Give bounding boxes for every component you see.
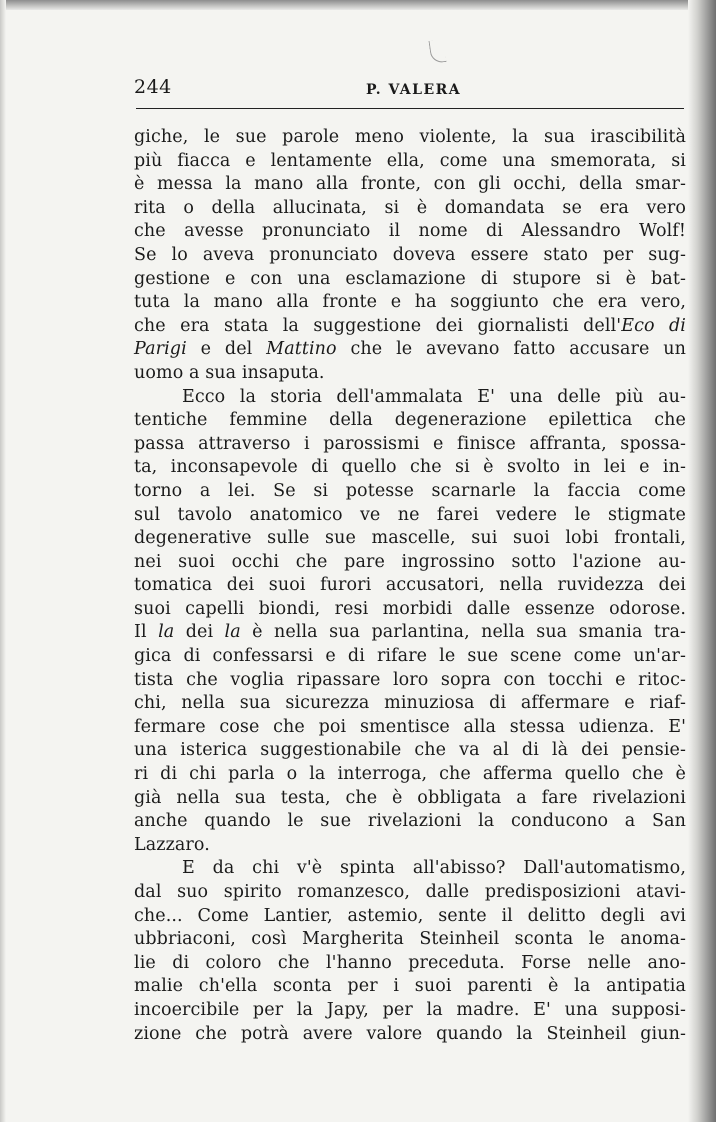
- text-segment: torno a lei. Se si potesse scarnarle la faccia come: [134, 480, 686, 501]
- text-segment: rita o della allucinata, si è domandata se era vero: [134, 197, 686, 218]
- text-segment: gica di confessarsi e di rifare le sue scene come un'ar-: [134, 646, 686, 667]
- text-segment: è messa la mano alla fronte, con gli occhi, della smar-: [134, 174, 686, 195]
- text-segment: suoi capelli biondi, resi morbidi dalle essenze odorose.: [134, 598, 686, 619]
- text-segment: tentiche femmine della degenerazione epilettica che: [134, 410, 686, 431]
- italic-text: Parigi: [134, 339, 187, 360]
- scan-left-edge: [0, 0, 6, 1122]
- text-segment: che le avevano fatto accusare un: [336, 339, 686, 360]
- italic-text: Eco di: [621, 315, 686, 336]
- text-line: [134, 810, 686, 834]
- text-line: [134, 999, 686, 1023]
- text-segment: che avesse pronunciato il nome di Alessandro Wolf!: [134, 221, 686, 242]
- text-line: [134, 574, 686, 598]
- text-segment: sul tavolo anatomico ve ne farei vedere le stigmate: [134, 504, 686, 525]
- text-line: [134, 857, 686, 881]
- text-line: [134, 905, 686, 929]
- text-line: [134, 480, 686, 504]
- text-line: [134, 291, 686, 315]
- scan-right-shadow: [688, 0, 716, 1122]
- text-segment: tista che voglia ripassare loro sopra con tocchi e ritoc-: [134, 669, 686, 690]
- text-segment: giche, le sue parole meno violente, la sua irascibilità: [134, 127, 686, 147]
- text-segment: dal suo spirito romanzesco, dalle predisposizioni atavi-: [134, 882, 686, 902]
- text-segment: incoercibile per la Japy, per la madre. E' una supposi-: [134, 999, 686, 1020]
- text-line: [134, 881, 686, 905]
- text-line: [134, 551, 686, 575]
- text-line: [134, 669, 686, 693]
- text-line: [134, 362, 686, 386]
- text-segment: tomatica dei suoi furori accusatori, nella ruvidezza dei: [134, 575, 686, 596]
- text-line: [134, 409, 686, 433]
- text-segment: è nella sua parlantina, nella sua smania tra-: [240, 622, 687, 643]
- pencil-mark: [428, 39, 446, 64]
- text-segment: ri di chi parla o la interroga, che afferma quello che è: [134, 764, 686, 785]
- text-segment: degenerative sulle sue mascelle, sui suoi lobi frontali,: [134, 528, 686, 549]
- text-line: [134, 220, 686, 244]
- text-line: [134, 338, 686, 362]
- text-segment: chi, nella sua sicurezza minuziosa di affermare e riaf-: [134, 693, 686, 714]
- text-line: [134, 315, 686, 339]
- text-line: [134, 150, 686, 174]
- text-line: [134, 645, 686, 669]
- text-segment: anche quando le sue rivelazioni la conducono a San: [134, 811, 686, 832]
- text-line: [134, 787, 686, 811]
- running-head: P. VALERA: [366, 82, 462, 98]
- text-segment: che era stata la suggestione dei giornalisti dell': [134, 315, 622, 336]
- text-segment: Lazzaro.: [134, 834, 210, 855]
- scan-top-shadow: [0, 0, 716, 10]
- text-line: [134, 834, 686, 858]
- text-line: [134, 975, 686, 999]
- text-segment: passa attraverso i parossismi e finisce affranta, spossa-: [134, 433, 686, 454]
- text-segment: tuta la mano alla fronte e ha soggiunto che era vero,: [134, 292, 686, 313]
- text-segment: Ecco la storia dell'ammalata E' una delle più au-: [182, 386, 686, 407]
- text-line: [134, 621, 686, 645]
- text-line: [134, 126, 686, 150]
- page-header: [134, 72, 684, 102]
- text-segment: gestione e con una esclamazione di stupore si è bat-: [134, 268, 686, 289]
- text-line: [134, 716, 686, 740]
- text-segment: più fiacca e lentamente ella, come una smemorata, si: [134, 150, 686, 171]
- text-line: [134, 692, 686, 716]
- text-line: [134, 197, 686, 221]
- text-segment: che... Come Lantier, astemio, sente il delitto degli avi: [134, 905, 686, 926]
- text-segment: ta, inconsapevole di quello che si è svolto in lei e in-: [134, 457, 686, 478]
- text-line: [134, 1023, 686, 1047]
- italic-text: la: [158, 622, 175, 643]
- text-segment: dei: [174, 622, 225, 643]
- italic-text: Mattino: [266, 339, 337, 360]
- text-line: [134, 268, 686, 292]
- text-line: [134, 952, 686, 976]
- text-segment: uomo a sua insaputa.: [134, 362, 325, 383]
- text-segment: Se lo aveva pronunciato doveva essere stato per sug-: [134, 244, 686, 265]
- text-segment: una isterica suggestionabile che va al di là dei pensie-: [134, 740, 686, 761]
- text-segment: già nella sua testa, che è obbligata a fare rivelazioni: [134, 787, 686, 808]
- text-line: [134, 739, 686, 763]
- text-line: [134, 244, 686, 268]
- text-line: [134, 504, 686, 528]
- text-line: [134, 386, 686, 410]
- text-segment: lie di coloro che l'hanno preceduta. Forse nelle ano-: [134, 952, 686, 973]
- text-line: [134, 173, 686, 197]
- text-line: [134, 433, 686, 457]
- text-segment: ubbriaconi, così Margherita Steinheil sconta le anoma-: [134, 929, 686, 950]
- body-text: [134, 126, 686, 1046]
- text-segment: nei suoi occhi che pare ingrossino sotto l'azione au-: [134, 551, 686, 572]
- page-number: 244: [134, 76, 172, 98]
- text-line: [134, 928, 686, 952]
- italic-text: la: [224, 622, 241, 643]
- text-segment: e del: [186, 339, 267, 360]
- text-line: [134, 527, 686, 551]
- text-line: [134, 598, 686, 622]
- header-rule: [136, 108, 684, 109]
- text-segment: E da chi v'è spinta all'abisso? Dall'automatismo,: [182, 858, 686, 879]
- text-line: [134, 456, 686, 480]
- text-segment: malie ch'ella sconta per i suoi parenti è la antipatia: [134, 976, 686, 997]
- text-segment: Il: [134, 622, 159, 643]
- text-segment: zione che potrà avere valore quando la Steinheil giun-: [134, 1023, 686, 1044]
- text-line: [134, 763, 686, 787]
- text-segment: fermare cose che poi smentisce alla stessa udienza. E': [134, 716, 686, 737]
